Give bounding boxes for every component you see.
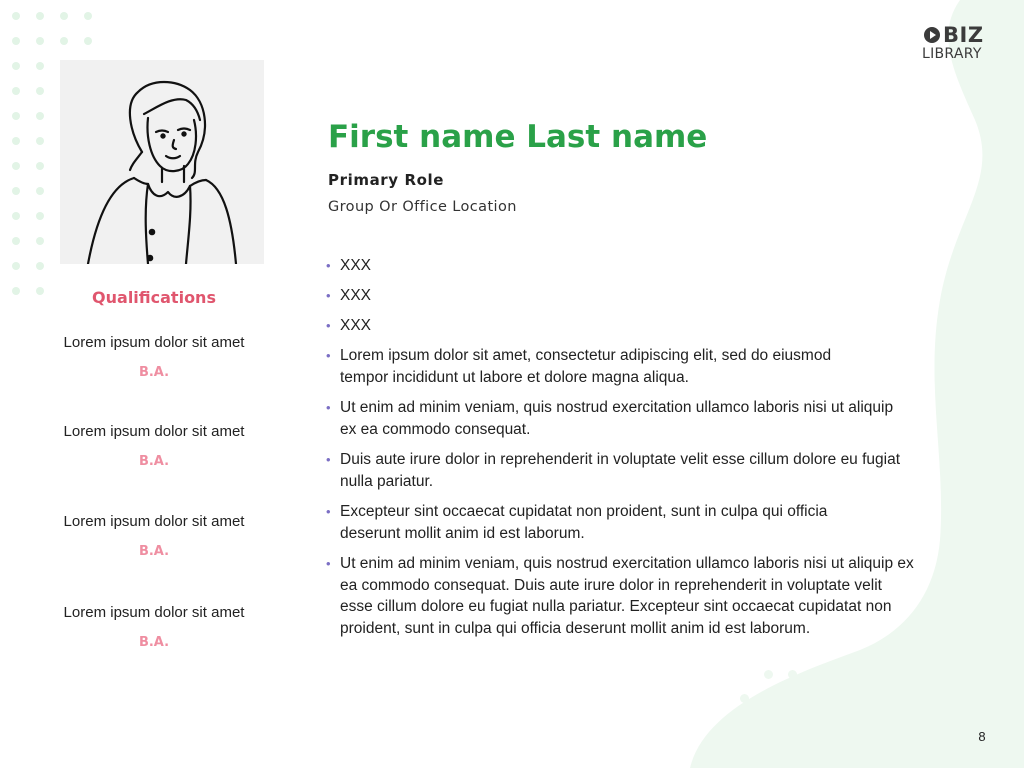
primary-role: Primary Role	[328, 171, 445, 189]
page-number: 8	[978, 729, 986, 744]
bullet-item: • XXX	[324, 315, 914, 337]
qualification-item	[30, 513, 278, 560]
bullet-item: • Excepteur sint occaecat cupidatat non proident, sunt in culpa qui officia deserunt mollit anim id est laborum.	[324, 501, 885, 544]
qualification-item	[30, 334, 278, 381]
profile-photo	[60, 60, 264, 264]
bullet-item: • XXX	[324, 285, 914, 307]
play-icon	[924, 27, 940, 43]
bullet-item: • Ut enim ad minim veniam, quis nostrud exercitation ullamco laboris nisi ut aliquip ex ea commodo consequat.	[324, 397, 910, 440]
qualification-degree: B.A.	[138, 635, 170, 650]
qualification-degree: B.A.	[138, 365, 170, 380]
qualification-name: Lorem ipsum dolor sit amet	[63, 513, 245, 530]
qualification-name: Lorem ipsum dolor sit amet	[63, 604, 245, 621]
qualification-item	[30, 604, 278, 651]
bullet-item: • XXX	[324, 255, 914, 277]
qualification-name: Lorem ipsum dolor sit amet	[63, 423, 245, 440]
qualification-degree: B.A.	[138, 544, 170, 559]
bio-bullet-list	[324, 255, 914, 648]
office-location: Group Or Office Location	[328, 199, 517, 215]
bullet-item: • Duis aute irure dolor in reprehenderit in voluptate velit esse cillum dolore eu fugiat nulla pariatur.	[324, 449, 925, 492]
qualification-name: Lorem ipsum dolor sit amet	[63, 334, 245, 351]
person-name: First name Last name	[328, 119, 708, 155]
qualification-item	[30, 423, 278, 470]
bullet-item: • Ut enim ad minim veniam, quis nostrud exercitation ullamco laboris nisi ut aliquip ex ea commodo consequat. Duis aute irure dolor in reprehenderit in voluptate velit esse cillum dolore eu fugiat nulla pariatur. Excepteur sint occaecat cupidatat non proident, sunt in culpa qui officia deserunt mollit anim id est laborum.	[324, 553, 915, 639]
qualifications-heading: Qualifications	[92, 288, 216, 307]
logo-text-library: LIBRARY	[922, 46, 982, 62]
bullet-item: • Lorem ipsum dolor sit amet, consectetur adipiscing elit, sed do eiusmod tempor incididunt ut labore et dolore magna aliqua.	[324, 345, 880, 388]
woman-avatar-icon	[60, 60, 264, 264]
logo-text-biz: BIZ	[943, 23, 984, 47]
qualification-degree: B.A.	[138, 454, 170, 469]
biz-library-logo	[922, 24, 998, 64]
